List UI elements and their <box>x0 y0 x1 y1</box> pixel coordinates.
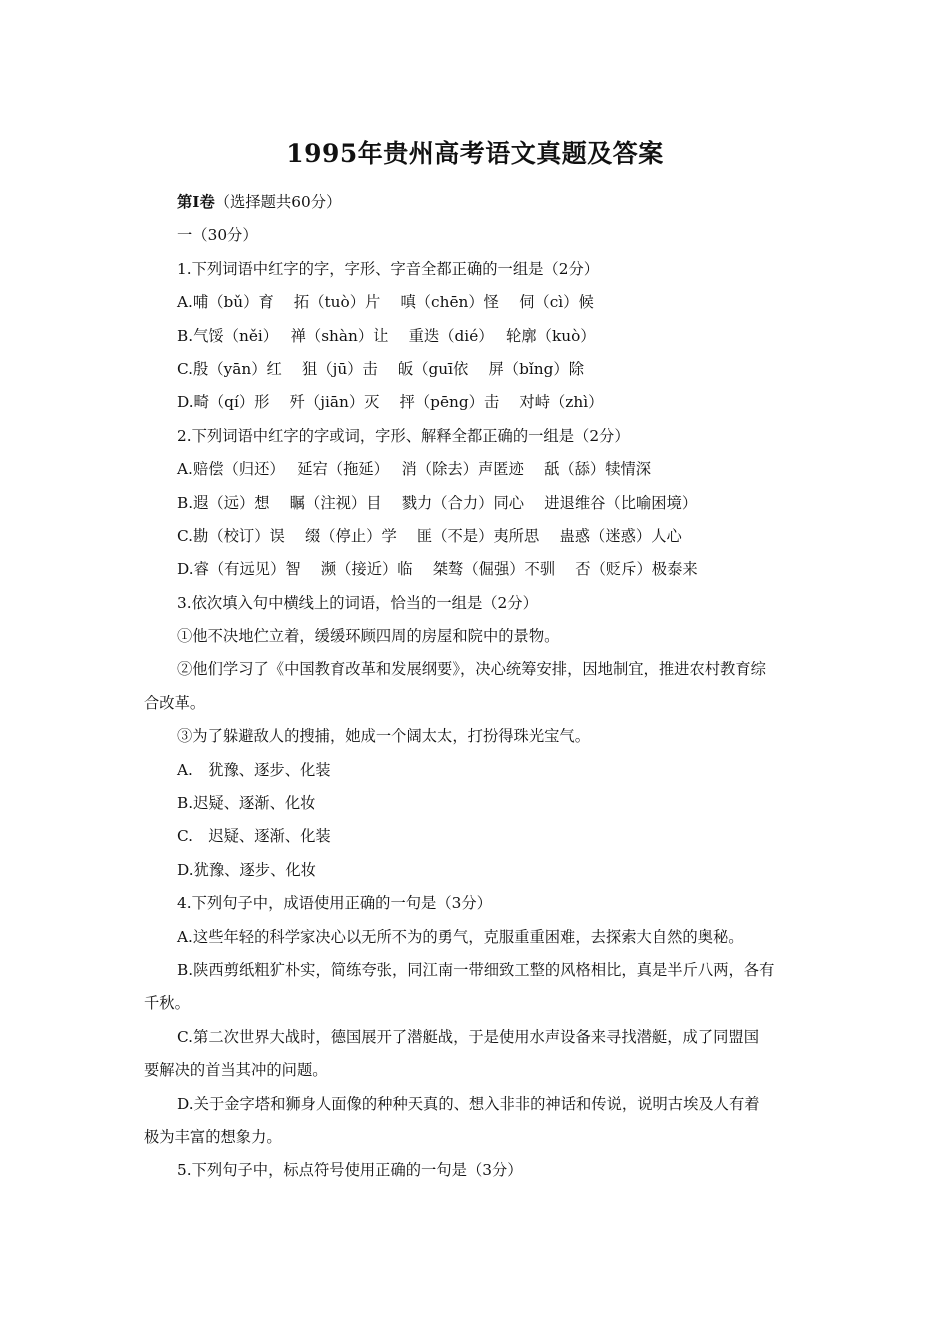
text-line: B.气馁（něi） 禅（shàn）让 重迭（dié） 轮廓（kuò） <box>177 326 596 345</box>
text-line: D.犹豫、逐步、化妆 <box>177 860 316 879</box>
text-line: C.殷（yān）红 狙（jū）击 皈（guī依 屏（bǐng）除 <box>177 359 585 378</box>
section-heading-note: （选择题共60分） <box>214 193 342 211</box>
text-line: 合改革。 <box>144 693 206 712</box>
text-line: A. 犹豫、逐步、化装 <box>177 760 331 779</box>
section-heading: 第Ⅰ卷 <box>177 193 215 211</box>
text-line <box>144 186 812 219</box>
text-line: C.第二次世界大战时，德国展开了潜艇战，于是使用水声设备来寻找潜艇，成了同盟国 <box>177 1027 760 1046</box>
text-line: ③为了躲避敌人的搜捕，她成一个阔太太，打扮得珠光宝气。 <box>177 727 591 746</box>
text-line: B.遐（远）想 瞩（注视）目 戮力（合力）同心 进退维谷（比喻困境） <box>177 493 698 512</box>
text-line: 3.依次填入句中横线上的词语，恰当的一组是（2分） <box>177 593 538 612</box>
text-line: B.陕西剪纸粗犷朴实，简练夸张，同江南一带细致工整的风格相比，真是半斤八两，各有 <box>177 960 775 979</box>
text-line: 极为丰富的想象力。 <box>144 1127 282 1146</box>
text-line: B.迟疑、逐渐、化妆 <box>177 794 316 813</box>
text-line: 1.下列词语中红字的字，字形、字音全都正确的一组是（2分） <box>177 259 600 278</box>
text-line: D.畸（qí）形 歼（jiān）灭 抨（pēng）击 对峙（zhì） <box>177 393 604 412</box>
text-line: C. 迟疑、逐渐、化装 <box>177 827 331 846</box>
text-line: ①他不决地伫立着，缓缓环顾四周的房屋和院中的景物。 <box>177 627 560 646</box>
text-line: 千秋。 <box>144 994 190 1013</box>
document-body <box>144 186 812 1188</box>
text-line: C.勘（校订）误 缀（停止）学 匪（不是）夷所思 蛊惑（迷惑）人心 <box>177 526 682 545</box>
document-title: 1995年贵州高考语文真题及答案 <box>286 139 664 168</box>
text-line: A.哺（bǔ）育 拓（tuò）片 嗔（chēn）怪 伺（cì）候 <box>177 293 594 312</box>
text-line: ②他们学习了《中国教育改革和发展纲要》，决心统筹安排，因地制宜，推进农村教育综 <box>177 660 766 679</box>
text-line: 2.下列词语中红字的字或词，字形、解释全都正确的一组是（2分） <box>177 426 630 445</box>
text-line: A.赔偿（归还） 延宕（拖延） 消（除去）声匿迹 舐（舔）犊情深 <box>177 460 652 479</box>
text-line: 一（30分） <box>177 226 258 245</box>
text-line: 4.下列句子中，成语使用正确的一句是（3分） <box>177 894 492 913</box>
text-line: 要解决的首当其冲的问题。 <box>144 1061 328 1080</box>
text-line: 5.下列句子中，标点符号使用正确的一句是（3分） <box>177 1161 523 1180</box>
text-line: D.关于金字塔和狮身人面像的种种天真的、想入非非的神话和传说，说明古埃及人有着 <box>177 1094 760 1113</box>
text-line: A.这些年轻的科学家决心以无所不为的勇气，克服重重困难，去探索大自然的奥秘。 <box>177 927 744 946</box>
text-line: D.睿（有远见）智 濒（接近）临 桀骜（倔强）不驯 否（贬斥）极泰来 <box>177 560 698 579</box>
